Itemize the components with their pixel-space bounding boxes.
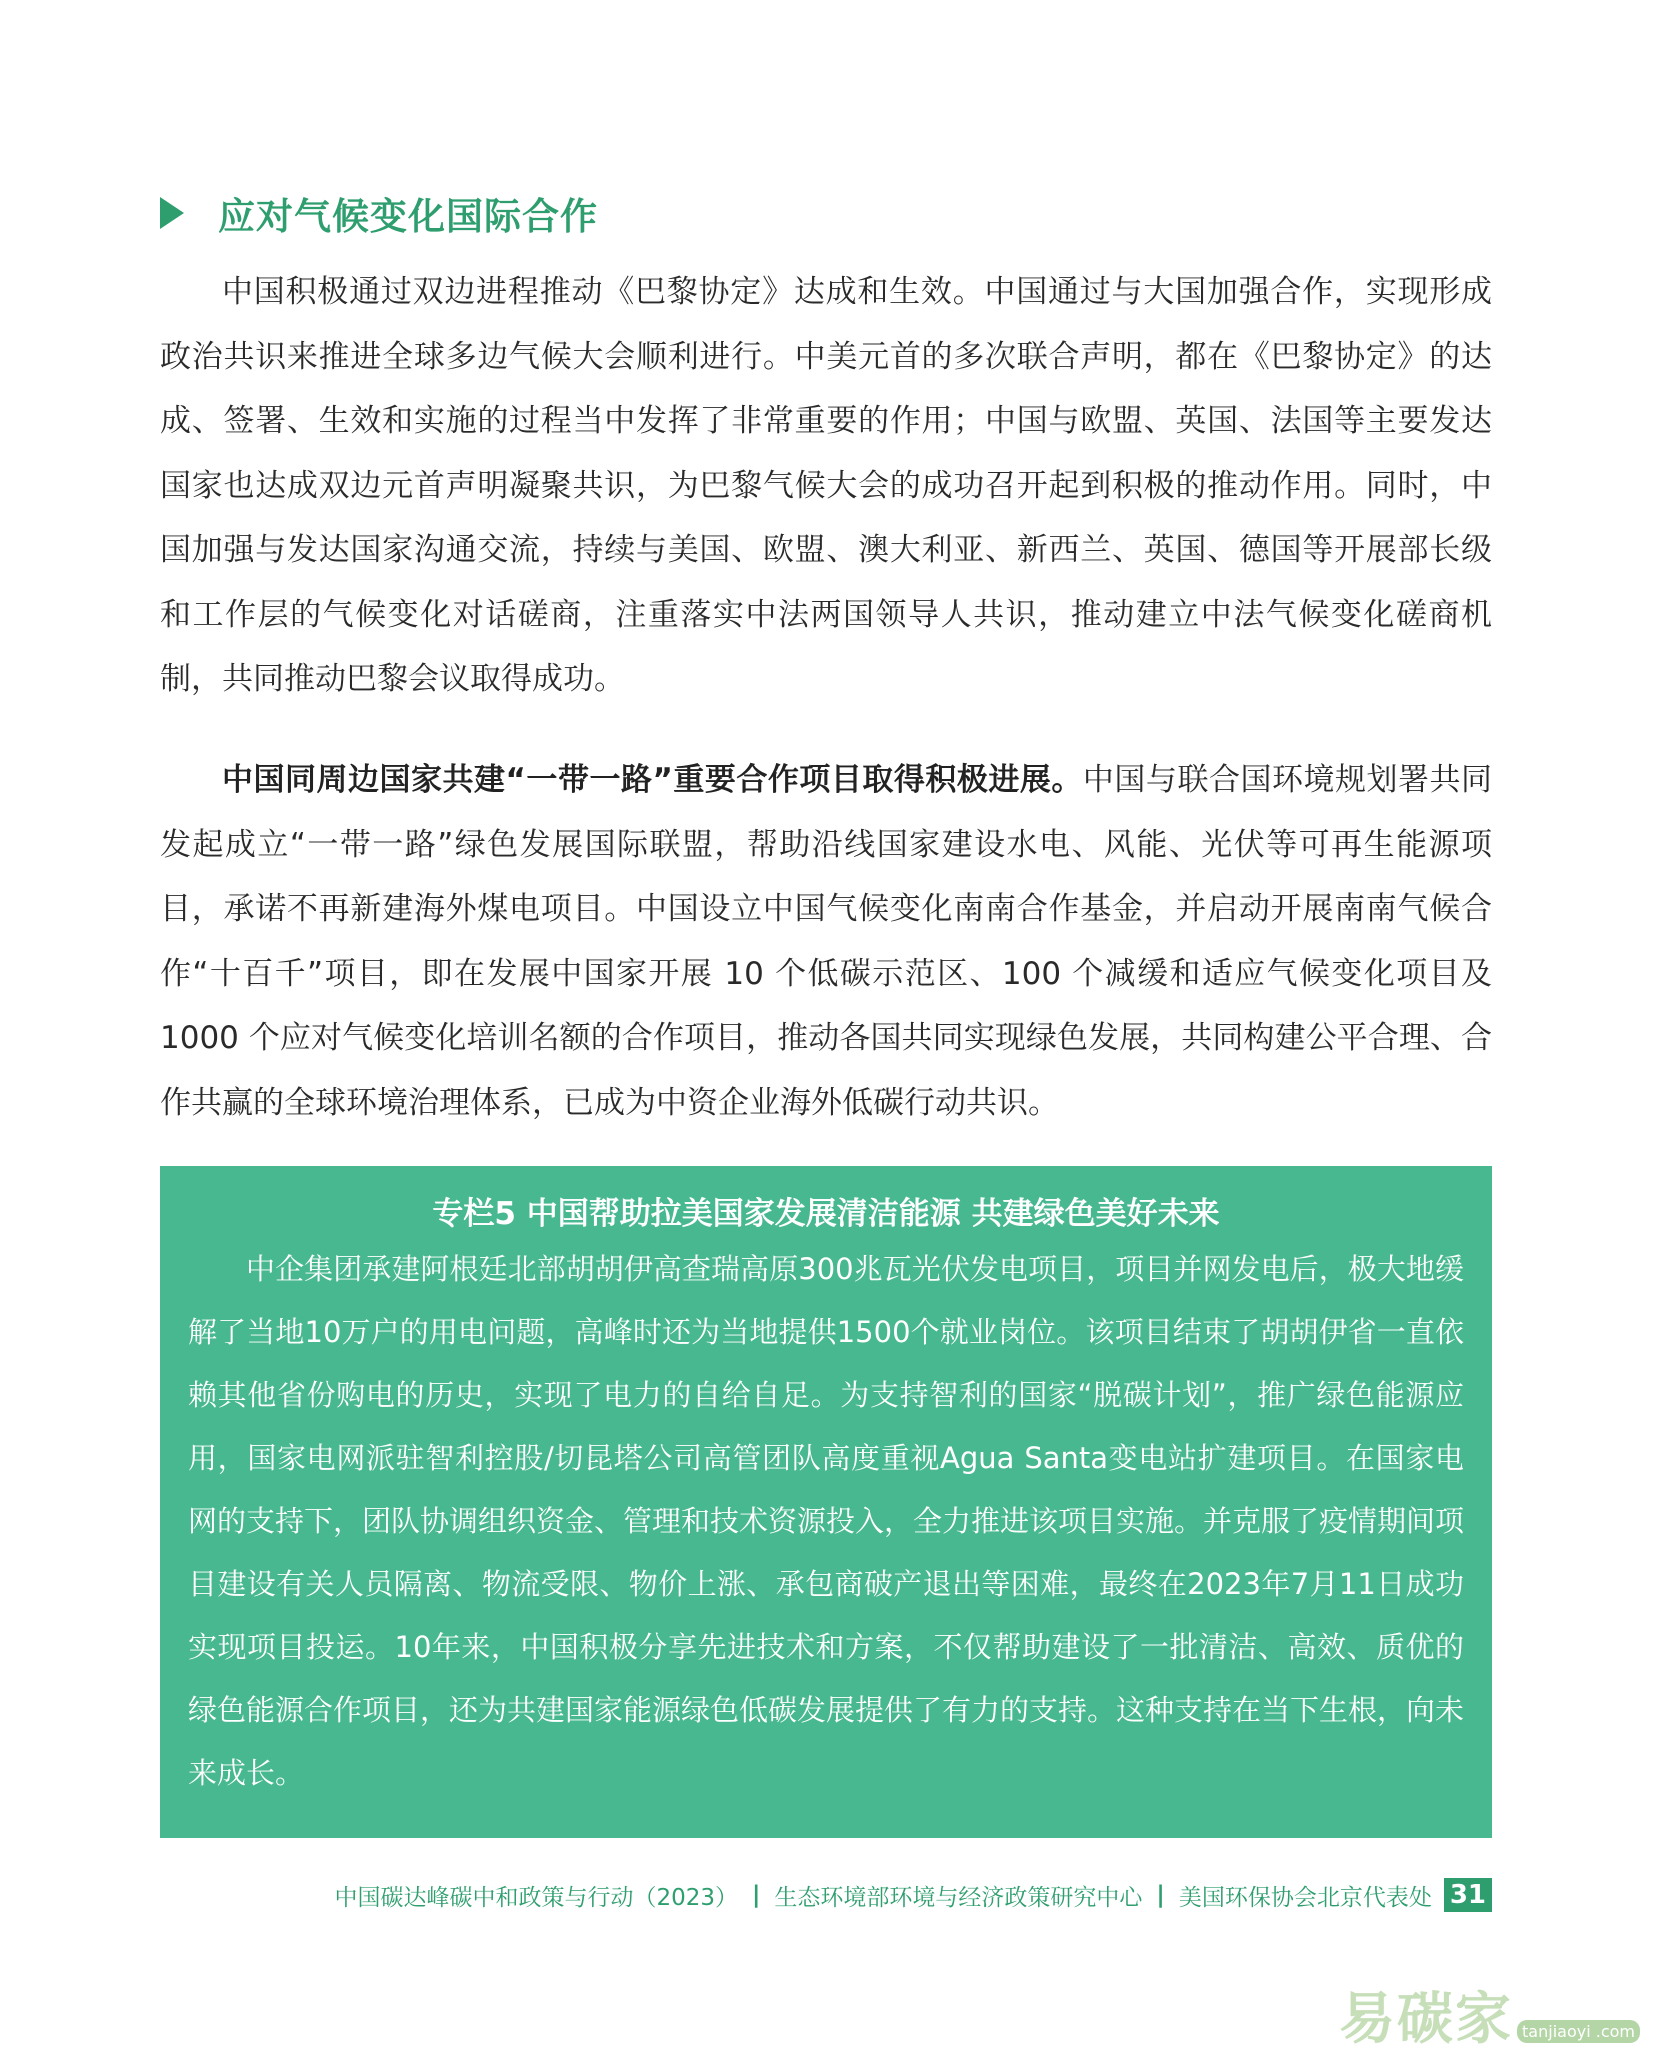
footer-separator: |: [752, 1882, 761, 1908]
watermark-domain: tanjiaoyi .com: [1517, 2020, 1640, 2043]
page-number: 31: [1444, 1878, 1492, 1912]
footer-separator: |: [1156, 1882, 1165, 1908]
case-study-title: 专栏5 中国帮助拉美国家发展清洁能源 共建绿色美好未来: [432, 1196, 1220, 1232]
case-study-box: [160, 1166, 1492, 1838]
footer-report-title: 中国碳达峰碳中和政策与行动（2023）: [334, 1884, 738, 1911]
paragraph-lead-bold: 中国同周边国家共建“一带一路”重要合作项目取得积极进展。: [222, 762, 1083, 798]
paragraph-text: [160, 748, 1492, 1135]
footer-org-1: 生态环境部环境与经济政策研究中心: [774, 1884, 1143, 1911]
case-study-body: 中企集团承建阿根廷北部胡胡伊高查瑞高原300兆瓦光伏发电项目，项目并网发电后，极大地缓解了当地10万户的用电问题，高峰时还为当地提供1500个就业岗位。该项目结束了胡胡伊省一直依赖其他省份购电的历史，实现了电力的自给自足。为支持智利的国家“脱碳计划”，推广绿色能源应用，国家电网派驻智利控股/切昆塔公司高管团队高度重视Agua Santa变电站扩建项目。在国家电网的支持下，团队协调组织资金、管理和技术资源投入，全力推进该项目实施。并克服了疫情期间项目建设有关人员隔离、物流受限、物价上涨、承包商破产退出等困难，最终在2023年7月11日成功实现项目投运。10年来，中国积极分享先进技术和方案，不仅帮助建设了一批清洁、高效、质优的绿色能源合作项目，还为共建国家能源绿色低碳发展提供了有力的支持。这种支持在当下生根，向未来成长。: [188, 1252, 1465, 1790]
paragraph-body: 中国与联合国环境规划署共同发起成立“一带一路”绿色发展国际联盟，帮助沿线国家建设水电、风能、光伏等可再生能源项目，承诺不再新建海外煤电项目。中国设立中国气候变化南南合作基金，并启动开展南南气候合作“十百千”项目，即在发展中国家开展 10 个低碳示范区、100 个减缓和适应气候变化项目及 1000 个应对气候变化培训名额的合作项目，推动各国共同实现绿色发展，共同构建公平合理、合作共赢的全球环境治理体系，已成为中资企业海外低碳行动共识。: [160, 762, 1492, 1121]
paragraph-text: 中国积极通过双边进程推动《巴黎协定》达成和生效。中国通过与大国加强合作，实现形成政治共识来推进全球多边气候大会顺利进行。中美元首的多次联合声明，都在《巴黎协定》的达成、签署、生效和实施的过程当中发挥了非常重要的作用；中国与欧盟、英国、法国等主要发达国家也达成双边元首声明凝聚共识，为巴黎气候大会的成功召开起到积极的推动作用。同时，中国加强与发达国家沟通交流，持续与美国、欧盟、澳大利亚、新西兰、英国、德国等开展部长级和工作层的气候变化对话磋商，注重落实中法两国领导人共识，推动建立中法气候变化磋商机制，共同推动巴黎会议取得成功。: [160, 274, 1492, 697]
footer-org-2: 美国环保协会北京代表处: [1178, 1884, 1432, 1911]
watermark-logo: [1339, 1975, 1640, 2055]
section-title: 应对气候变化国际合作: [218, 195, 598, 238]
paragraph-bilateral-cooperation: [160, 260, 1492, 712]
section-heading: [160, 186, 598, 240]
page-footer: [334, 1878, 1492, 1912]
paragraph-belt-and-road: [160, 748, 1492, 1135]
watermark-text: 易碳家: [1339, 1987, 1514, 2052]
triangle-bullet-icon: [160, 197, 184, 229]
